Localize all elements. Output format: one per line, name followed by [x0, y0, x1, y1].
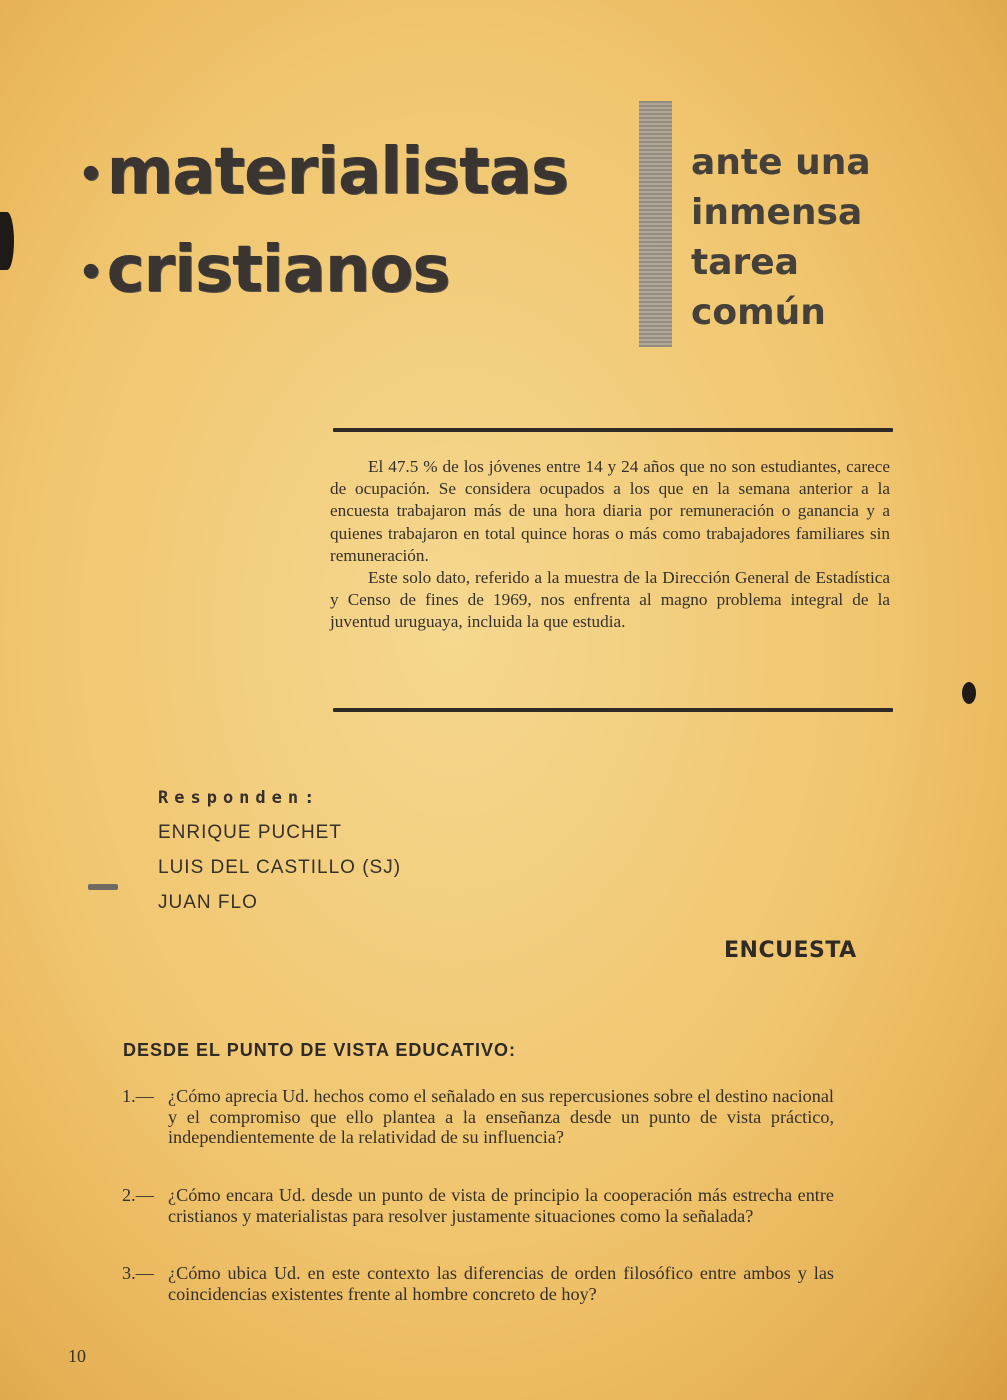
horizontal-rule: [333, 708, 893, 712]
respondent-name: JUAN FLO: [158, 892, 258, 913]
subtitle-line: tarea: [691, 242, 799, 283]
page-number: 10: [68, 1346, 86, 1366]
question-item: [122, 1086, 834, 1148]
title-text: materialistas: [106, 135, 568, 209]
subtitle-line: inmensa: [691, 192, 863, 233]
title-text: cristianos: [106, 233, 450, 307]
ink-smudge: [0, 212, 14, 270]
subtitle-line: común: [691, 292, 826, 333]
bullet-icon: •: [78, 250, 103, 297]
question-number: 2.—: [122, 1185, 154, 1205]
question-number: 3.—: [122, 1263, 154, 1283]
question-number: 1.—: [122, 1086, 154, 1106]
question-item: [122, 1185, 834, 1226]
respondents-label: Responden:: [158, 788, 321, 808]
horizontal-rule: [333, 428, 893, 432]
question-item: [122, 1263, 834, 1304]
question-text: ¿Cómo ubica Ud. en este contexto las diferencias de orden filosófico entre ambos y las coincidencias existentes frente al hombre concreto de hoy?: [168, 1263, 834, 1304]
ink-mark: [88, 884, 118, 890]
question-text: ¿Cómo aprecia Ud. hechos como el señalado en sus repercusiones sobre el destino nacional y el compromiso que ello plantea a la enseñanza desde un punto de vista práctico, independientemente de la relatividad de su influencia?: [168, 1086, 834, 1147]
intro-paragraph: El 47.5 % de los jóvenes entre 14 y 24 años que no son estudiantes, carece de ocupación. Se considera ocupados a los que en la semana anterior a la encuesta trabajaron más de una hora diaria por remuneración o ganancia y a quienes trabajaron en total quince horas o más como trabajadores familiares sin remuneración.: [330, 457, 890, 565]
respondent-name: ENRIQUE PUCHET: [158, 822, 342, 843]
vertical-divider-bar: [639, 101, 672, 347]
intro-paragraph: Este solo dato, referido a la muestra de la Dirección General de Estadística y Censo de fines de 1969, nos enfrenta al magno problema integral de la juventud uruguaya, incluida la que estudia.: [330, 568, 890, 632]
title-line-cristianos: [78, 233, 450, 307]
encuesta-label: ENCUESTA: [724, 938, 857, 963]
title-line-materialistas: [78, 135, 568, 209]
subtitle-block: [691, 138, 871, 338]
intro-text: [330, 456, 890, 634]
bullet-icon: •: [78, 152, 103, 199]
section-heading: DESDE EL PUNTO DE VISTA EDUCATIVO:: [123, 1040, 517, 1060]
ink-smudge: [962, 682, 976, 704]
respondent-name: LUIS DEL CASTILLO (SJ): [158, 857, 402, 878]
subtitle-line: ante una: [691, 142, 871, 183]
question-text: ¿Cómo encara Ud. desde un punto de vista de principio la cooperación más estrecha entre cristianos y materialistas para resolver justamente situaciones como la señalada?: [168, 1185, 834, 1226]
